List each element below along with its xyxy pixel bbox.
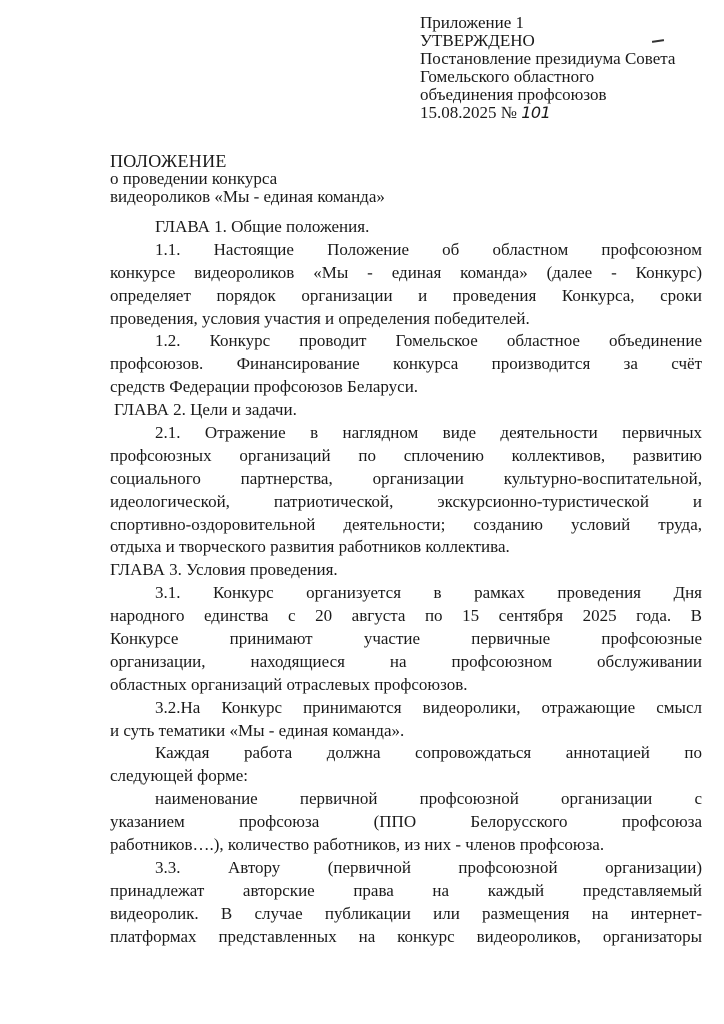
title-subline-1: о проведении конкурса: [110, 169, 278, 188]
paragraph-line: конкурсе видеороликов «Мы - единая команда» (далее - Конкурс): [110, 262, 702, 282]
paragraph-line: 1.1. Настоящие Положение об областном профсоюзном: [155, 239, 702, 259]
paragraph-line: спортивно-оздоровительной деятельности; созданию условий труда,: [110, 514, 702, 534]
paragraph-line: профсоюзов. Финансирование конкурса производится за счёт: [110, 354, 702, 374]
paragraph-line: определяет порядок организации и проведения Конкурса, сроки: [110, 285, 702, 305]
paragraph-line: видеоролик. В случае публикации или размещения на интернет-: [110, 903, 702, 923]
handwritten-number: 101: [521, 103, 551, 122]
paragraph-line: областных организаций отраслевых профсоюзов.: [110, 674, 468, 694]
appendix-label: Приложение 1: [420, 13, 524, 32]
resolution-date: 15.08.2025 №: [420, 103, 517, 122]
paragraph-line: следующей форме:: [110, 766, 248, 786]
paragraph-line: идеологической, патриотической, экскурсионно-туристической и: [110, 491, 702, 511]
document-body: [110, 216, 702, 949]
chapter-3-heading: ГЛАВА 3. Условия проведения.: [110, 560, 338, 580]
title-subline-2: видеороликов «Мы - единая команда»: [110, 187, 385, 206]
date-number-line: [420, 104, 710, 122]
paragraph-line: 1.2. Конкурс проводит Гомельское областное объединение: [155, 331, 702, 351]
paragraph-line: 3.2.На Конкурс принимаются видеоролики, отражающие смысл: [155, 697, 702, 717]
paragraph-line: Конкурсе принимают участие первичные профсоюзные: [110, 629, 702, 649]
paragraph-line: народного единства с 20 августа по 15 сентября 2025 года. В: [110, 606, 702, 626]
paragraph-line: проведения, условия участия и определения победителей.: [110, 308, 530, 328]
paragraph-line: указанием профсоюза (ППО Белорусского профсоюза: [110, 812, 702, 832]
paragraph-line: профсоюзных организаций по сплочению коллективов, развитию: [110, 445, 702, 465]
paragraph-line: платформах представленных на конкурс видеороликов, организаторы: [110, 926, 702, 946]
paragraph-line: Каждая работа должна сопровождаться аннотацией по: [155, 743, 702, 763]
region-line: Гомельского областного: [420, 67, 595, 86]
paragraph-line: социального партнерства, организации культурно-воспитательной,: [110, 468, 702, 488]
chapter-1-heading: ГЛАВА 1. Общие положения.: [155, 217, 370, 236]
paragraph-line: 3.1. Конкурс организуется в рамках проведения Дня: [155, 583, 702, 603]
paragraph-line: 3.3. Автору (первичной профсоюзной организации): [155, 857, 702, 877]
paragraph-line: средств Федерации профсоюзов Беларуси.: [110, 377, 419, 397]
paragraph-line: отдыха и творческого развития работников коллектива.: [110, 537, 510, 557]
chapter-2-heading: ГЛАВА 2. Цели и задачи.: [114, 400, 297, 420]
approved-label: УТВЕРЖДЕНО: [420, 31, 535, 50]
paragraph-line: наименование первичной профсоюзной организации с: [155, 789, 702, 809]
approval-stamp-block: [420, 14, 710, 122]
paragraph-line: принадлежат авторские права на каждый представляемый: [110, 880, 702, 900]
document-title: [110, 152, 385, 206]
paragraph-line: работников….), количество работников, из них - членов профсоюза.: [110, 835, 605, 855]
union-line: объединения профсоюзов: [420, 85, 607, 104]
title-heading: ПОЛОЖЕНИЕ: [110, 151, 227, 171]
paragraph-line: организации, находящиеся на профсоюзном обслуживании: [110, 651, 702, 671]
paragraph-line: и суть тематики «Мы - единая команда».: [110, 720, 405, 740]
resolution-line: Постановление президиума Совета: [420, 49, 676, 68]
paragraph-line: 2.1. Отражение в наглядном виде деятельности первичных: [155, 423, 702, 443]
